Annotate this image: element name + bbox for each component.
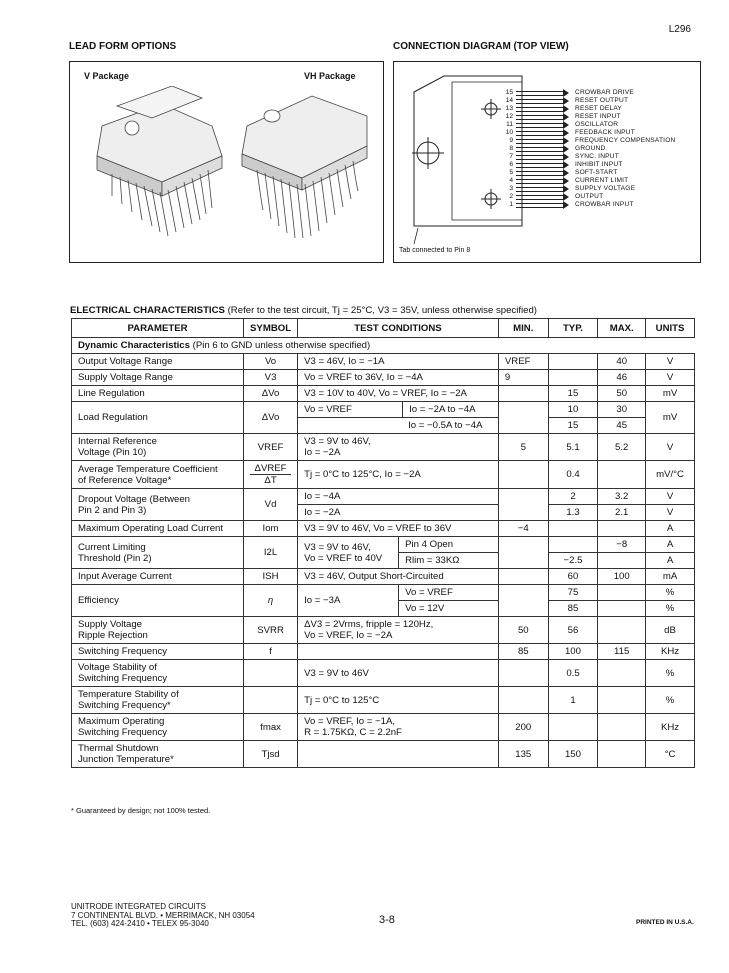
table-row: Io = −2A 1.3 2.1 V (72, 505, 695, 521)
table-row: Efficiency η Io = −3A Vo = VREF Vo = 12V 75 % (72, 585, 695, 601)
tab-note: Tab connected to Pin 8 (399, 247, 471, 254)
page-id: L296 (668, 24, 691, 35)
table-row: Load Regulation ΔVo Vo = VREF Io = −2A to −4A 10 30 mV (72, 402, 695, 418)
package-illustrations (82, 86, 372, 256)
header-units: UNITS (646, 319, 695, 338)
v-package-label: V Package (84, 71, 130, 81)
table-row: Input Average Current ISH V3 = 46V, Output Short-Circuited 60 100 mA (72, 569, 695, 585)
section-row: Dynamic Characteristics (Pin 6 to GND unless otherwise specified) (72, 338, 695, 354)
table-row: Output Voltage Range Vo V3 = 46V, Io = −1A VREF 40 V (72, 354, 695, 370)
vh-package-label: VH Package (304, 71, 356, 81)
table-row: Voltage Stability of Switching Frequency V3 = 9V to 46V 0.5 % (72, 660, 695, 687)
mounting-hole-icon (412, 137, 444, 169)
header-min: MIN. (498, 319, 548, 338)
table-row: Dropout Voltage (Between Pin 2 and Pin 3) Vd Io = −4A 2 3.2 V (72, 489, 695, 505)
table-row: Thermal Shutdown Junction Temperature* Tjsd 135 150 °C (72, 741, 695, 768)
vh-package-illustration (242, 96, 367, 238)
table-row: Line Regulation ΔVo V3 = 10V to 40V, Vo = VREF, Io = −2A 15 50 mV (72, 386, 695, 402)
table-row: Switching Frequency f 85 100 115 KHz (72, 644, 695, 660)
header-symbol: SYMBOL (244, 319, 298, 338)
page-number: 3-8 (379, 914, 395, 926)
connection-diagram-box (393, 61, 701, 263)
table-row: Current Limiting Threshold (Pin 2) I2L V3 = 9V to 46V, Vo = VREF to 40V Pin 4 Open Rlim = 33KΩ −8 A (72, 537, 695, 553)
table-row: Maximum Operating Switching Frequency fmax Vo = VREF, Io = −1A, R = 1.75KΩ, C = 2.2nF 200 KHz (72, 714, 695, 741)
header-parameter: PARAMETER (72, 319, 244, 338)
table-row: Internal Reference Voltage (Pin 10) VREF V3 = 9V to 46V, Io = −2A 5 5.1 5.2 V (72, 434, 695, 461)
upper-target-icon (481, 99, 501, 119)
v-package-illustration (97, 86, 222, 236)
printed-note: PRINTED IN U.S.A. (636, 919, 694, 926)
table-header-row (72, 319, 695, 338)
table-row: Average Temperature Coefficient of Reference Voltage* ΔVREF ΔT Tj = 0°C to 125°C, Io = −2A 0.4 mV/°C (72, 461, 695, 489)
table-row: Supply Voltage Ripple Rejection SVRR ΔV3 = 2Vrms, fripple = 120Hz, Vo = VREF, Io = −2A 50 56 dB (72, 617, 695, 644)
table-row: Supply Voltage Range V3 Vo = VREF to 36V, Io = −4A 9 46 V (72, 370, 695, 386)
table-row: −2.5 A (72, 553, 695, 569)
electrical-characteristics-table (71, 318, 695, 768)
table-row: 85 % (72, 601, 695, 617)
table-row: Maximum Operating Load Current Iom V3 = 9V to 46V, Vo = VREF to 36V −4 A (72, 521, 695, 537)
table-row: Temperature Stability of Switching Frequency* Tj = 0°C to 125°C 1 % (72, 687, 695, 714)
header-max: MAX. (598, 319, 646, 338)
lower-target-icon (481, 189, 501, 209)
connection-diagram-heading: CONNECTION DIAGRAM (TOP VIEW) (393, 41, 569, 52)
footnote: * Guaranteed by design; not 100% tested. (71, 806, 211, 815)
lead-form-heading: LEAD FORM OPTIONS (69, 41, 177, 52)
pin-list: 15 CROWBAR DRIVE 14 RESET OUTPUT 13 RESET DELAY 12 RESET INPUT 11 OSCILLATOR 10 FEEDBACK INPUT 9 FREQUENCY COMPENSATION 8 GROUND 7 SYNC. INPUT 6 INHIBIT INPUT 5 SOFT-START 4 CURRENT LIMIT 3 SUPPLY VOLTAGE 2 OUTPUT 1 CROWBAR INPUT (505, 89, 676, 208)
table-row: Io = −0.5A to −4A 15 45 (72, 418, 695, 434)
company-address: UNITRODE INTEGRATED CIRCUITS 7 CONTINENTAL BLVD. • MERRIMACK, NH 03054 TEL. (603) 424-2410 • TELEX 95-3040 (71, 902, 255, 928)
lead-form-box (69, 61, 384, 263)
elec-char-title: ELECTRICAL CHARACTERISTICS (Refer to the test circuit, Tj = 25°C, V3 = 35V, unless otherwise specified) (70, 305, 537, 316)
header-test: TEST CONDITIONS (298, 319, 499, 338)
header-typ: TYP. (548, 319, 598, 338)
